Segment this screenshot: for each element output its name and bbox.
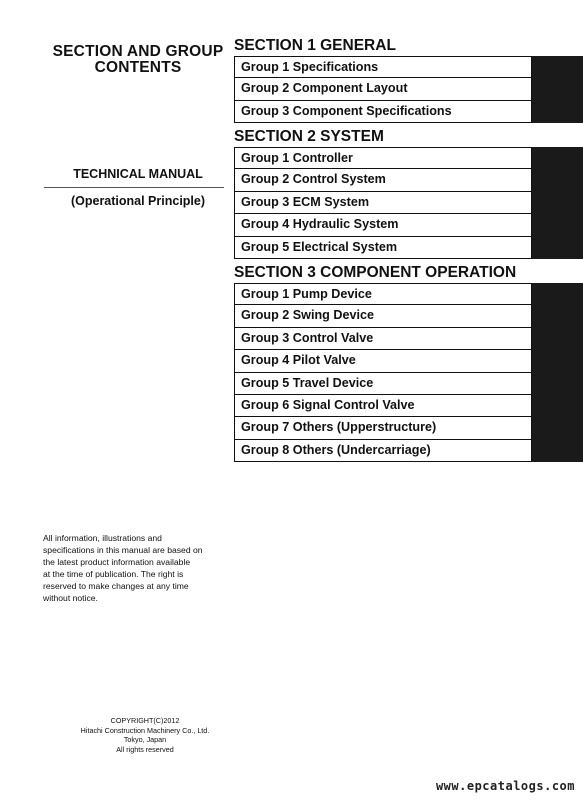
index-tab[interactable] (532, 305, 583, 327)
group-label: Group 2 Swing Device (241, 308, 374, 323)
group-label: Group 8 Others (Undercarriage) (241, 442, 431, 457)
group-label: Group 3 Component Specifications (241, 103, 452, 118)
notice-line: All information, illustrations and (43, 533, 162, 543)
divider (44, 187, 224, 188)
index-tab[interactable] (532, 440, 583, 462)
index-tab[interactable] (532, 214, 583, 236)
index-tab[interactable] (532, 56, 583, 78)
index-tab[interactable] (532, 147, 583, 169)
notice-line: at the time of publication. The right is (43, 569, 184, 579)
index-tab[interactable] (532, 78, 583, 100)
group-link[interactable] (234, 101, 532, 123)
group-link[interactable] (234, 283, 532, 305)
group-label: Group 2 Control System (241, 172, 386, 187)
index-tab[interactable] (532, 101, 583, 123)
copyright-line: COPYRIGHT(C)2012 (110, 716, 180, 725)
group-link[interactable] (234, 373, 532, 395)
notice-line: reserved to make changes at any time (43, 581, 189, 591)
group-link[interactable] (234, 169, 532, 191)
section-heading: SECTION 2 SYSTEM (234, 128, 384, 145)
group-label: Group 5 Electrical System (241, 239, 398, 254)
group-link[interactable] (234, 56, 532, 78)
watermark: www.epcatalogs.com (435, 779, 575, 793)
copyright-block (60, 716, 230, 754)
index-tab[interactable] (532, 169, 583, 191)
group-link[interactable] (234, 305, 532, 327)
group-label: Group 5 Travel Device (241, 375, 374, 390)
group-label: Group 6 Signal Control Valve (241, 398, 415, 412)
group-label: Group 2 Component Layout (241, 81, 408, 96)
page-title-line-1: SECTION AND GROUP (52, 43, 224, 60)
index-tab[interactable] (532, 417, 583, 439)
group-link[interactable] (234, 440, 532, 462)
group-link[interactable] (234, 328, 532, 350)
copyright-line: All rights reserved (116, 744, 174, 754)
group-link[interactable] (234, 237, 532, 259)
copyright-line: Hitachi Construction Machinery Co., Ltd. (80, 725, 210, 735)
notice-line: specifications in this manual are based on (43, 545, 203, 555)
group-link[interactable] (234, 214, 532, 236)
page-title-line-2: CONTENTS (94, 59, 182, 76)
manual-type: TECHNICAL MANUAL (73, 167, 203, 181)
group-label: Group 7 Others (Upperstructure) (241, 420, 437, 435)
group-label: Group 4 Pilot Valve (241, 353, 356, 368)
section-heading: SECTION 1 GENERAL (234, 37, 396, 54)
notice-line: the latest product information available (43, 557, 191, 567)
group-link[interactable] (234, 147, 532, 169)
notice-line: without notice. (43, 593, 98, 603)
index-tab[interactable] (532, 237, 583, 259)
copyright-line: Tokyo, Japan (123, 735, 167, 745)
group-label: Group 3 ECM System (241, 194, 370, 209)
disclaimer-notice (43, 532, 223, 604)
manual-subtitle: (Operational Principle) (70, 194, 206, 208)
index-tab[interactable] (532, 350, 583, 372)
page-title (40, 44, 236, 76)
group-link[interactable] (234, 395, 532, 417)
index-tab[interactable] (532, 192, 583, 214)
index-tab[interactable] (532, 373, 583, 395)
index-tab[interactable] (532, 328, 583, 350)
group-label: Group 1 Pump Device (241, 287, 372, 301)
group-label: Group 1 Specifications (241, 60, 379, 74)
group-link[interactable] (234, 78, 532, 100)
group-link[interactable] (234, 417, 532, 439)
group-label: Group 4 Hydraulic System (241, 217, 399, 232)
group-label: Group 3 Control Valve (241, 330, 374, 345)
index-tab[interactable] (532, 283, 583, 305)
group-link[interactable] (234, 350, 532, 372)
section-heading: SECTION 3 COMPONENT OPERATION (234, 264, 517, 281)
group-label: Group 1 Controller (241, 151, 353, 165)
index-tab[interactable] (532, 395, 583, 417)
group-link[interactable] (234, 192, 532, 214)
